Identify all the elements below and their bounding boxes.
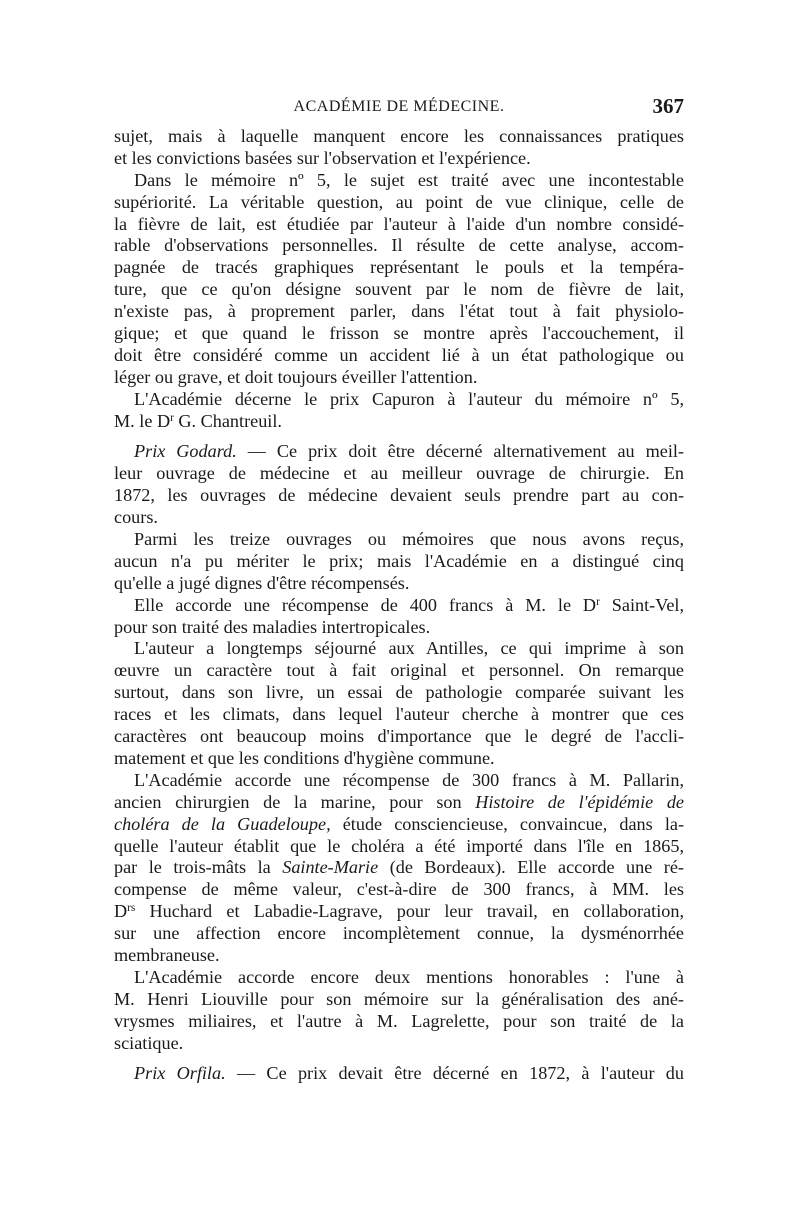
text-line: pour son traité des maladies intertropicales. — [114, 616, 431, 637]
text-line — [114, 792, 684, 814]
book-page — [114, 92, 684, 1085]
text-segment: — Ce prix doit être décerné alternativement au meil- — [236, 441, 684, 462]
text-line — [114, 441, 684, 463]
text-line: rable d'observations personnelles. Il résulte de cette analyse, accom- — [114, 235, 684, 256]
text-line: compense de même valeur, c'est-à-dire de 300 francs, à MM. les — [114, 879, 684, 900]
text-segment: M. le D — [114, 410, 171, 431]
text-line: leur ouvrage de médecine et au meilleur ouvrage de chirurgie. En — [114, 463, 684, 484]
superscript: r — [170, 411, 174, 424]
text-line: vrysmes miliaires, et l'autre à M. Lagrelette, pour son traité de la — [114, 1010, 684, 1031]
text-line: supériorité. La véritable question, au point de vue clinique, celle de — [114, 191, 684, 212]
text-line: la fièvre de lait, est étudiée par l'auteur à l'aide d'un nombre considé- — [114, 213, 684, 234]
text-line — [114, 411, 684, 433]
text-line: gique; et que quand le frisson se montre après l'accouchement, il — [114, 323, 684, 344]
text-line: pagnée de tracés graphiques représentant le pouls et la tempéra- — [114, 257, 684, 278]
book-title: Histoire de l'épidémie de — [475, 791, 684, 812]
text-line: L'auteur a longtemps séjourné aux Antilles, ce qui imprime à son — [134, 638, 684, 659]
text-segment: étude consciencieuse, convaincue, dans la- — [330, 813, 685, 834]
text-line: L'Académie accorde encore deux mentions honorables : l'une à — [134, 966, 684, 987]
text-segment: — Ce prix devait être décerné en 1872, à l'auteur du — [225, 1063, 684, 1084]
superscript: rs — [127, 901, 136, 914]
text-line: n'existe pas, à proprement parler, dans l'état tout à fait physiolo- — [114, 301, 684, 322]
body-text — [114, 126, 684, 1085]
text-line: Dans le mémoire nº 5, le sujet est traité avec une incontestable — [134, 169, 684, 190]
text-line: races et les climats, dans lequel l'auteur cherche à montrer que ces — [114, 704, 684, 725]
text-line: léger ou grave, et doit toujours éveiller l'attention. — [114, 366, 478, 387]
text-line: M. Henri Liouville pour son mémoire sur la généralisation des ané- — [114, 988, 684, 1009]
text-line: ture, que ce qu'on désigne souvent par le nom de fièvre de lait, — [114, 279, 684, 300]
running-title: ACADÉMIE DE MÉDECINE. — [293, 98, 505, 115]
section-heading: Prix Orfila. — [134, 1063, 226, 1084]
text-segment: par le trois-mâts la — [114, 857, 283, 878]
text-line: aucun n'a pu mériter le prix; mais l'Académie en a distingué cinq — [114, 550, 684, 571]
text-line: doit être considéré comme un accident lié à un état pathologique ou — [114, 344, 684, 365]
text-line: matement et que les conditions d'hygiène commune. — [114, 747, 495, 768]
text-line: surtout, dans son livre, un essai de pathologie comparée suivant les — [114, 682, 684, 703]
text-line — [114, 1063, 684, 1085]
section-gap — [114, 432, 684, 441]
text-segment: (de Bordeaux). Elle accorde une ré- — [378, 857, 684, 878]
text-line: L'Académie accorde une récompense de 300 francs à M. Pallarin, — [134, 769, 684, 790]
text-line: quelle l'auteur établit que le choléra a été importé dans l'île en 1865, — [114, 835, 684, 856]
text-segment: Elle accorde une récompense de 400 francs à M. le D — [134, 594, 597, 615]
book-title: choléra de la Guadeloupe, — [114, 813, 331, 834]
text-segment: ancien chirurgien de la marine, pour son — [114, 791, 476, 812]
running-head — [114, 92, 684, 126]
text-line: L'Académie décerne le prix Capuron à l'auteur du mémoire nº 5, — [134, 388, 684, 409]
text-line: membraneuse. — [114, 944, 220, 965]
text-line: qu'elle a jugé dignes d'être récompensés. — [114, 572, 410, 593]
text-line: 1872, les ouvrages de médecine devaient seuls prendre part au con- — [114, 485, 684, 506]
section-heading: Prix Godard. — [134, 441, 237, 462]
text-line — [114, 857, 684, 879]
text-line: sur une affection encore incomplètement connue, la dysménorrhée — [114, 923, 684, 944]
text-line — [114, 901, 684, 923]
text-line: cours. — [114, 507, 158, 528]
text-segment: D — [114, 901, 128, 922]
text-line — [114, 595, 684, 617]
text-line: œuvre un caractère tout à fait original et personnel. On remarque — [114, 660, 684, 681]
text-line: sujet, mais à laquelle manquent encore les connaissances pratiques — [114, 126, 684, 146]
text-segment: G. Chantreuil. — [173, 410, 282, 431]
text-line: caractères ont beaucoup moins d'importance que le degré de l'accli- — [114, 726, 684, 747]
text-segment: Saint-Vel, — [599, 594, 684, 615]
ship-name: Sainte-Marie — [282, 857, 379, 878]
section-gap — [114, 1054, 684, 1063]
text-line: sciatique. — [114, 1032, 184, 1053]
text-line — [114, 814, 684, 836]
text-segment: Huchard et Labadie-Lagrave, pour leur travail, en collaboration, — [135, 901, 684, 922]
page-number: 367 — [652, 94, 684, 118]
text-line: et les convictions basées sur l'observation et l'expérience. — [114, 147, 531, 168]
text-line: Parmi les treize ouvrages ou mémoires que nous avons reçus, — [134, 529, 684, 550]
superscript: r — [596, 595, 600, 608]
